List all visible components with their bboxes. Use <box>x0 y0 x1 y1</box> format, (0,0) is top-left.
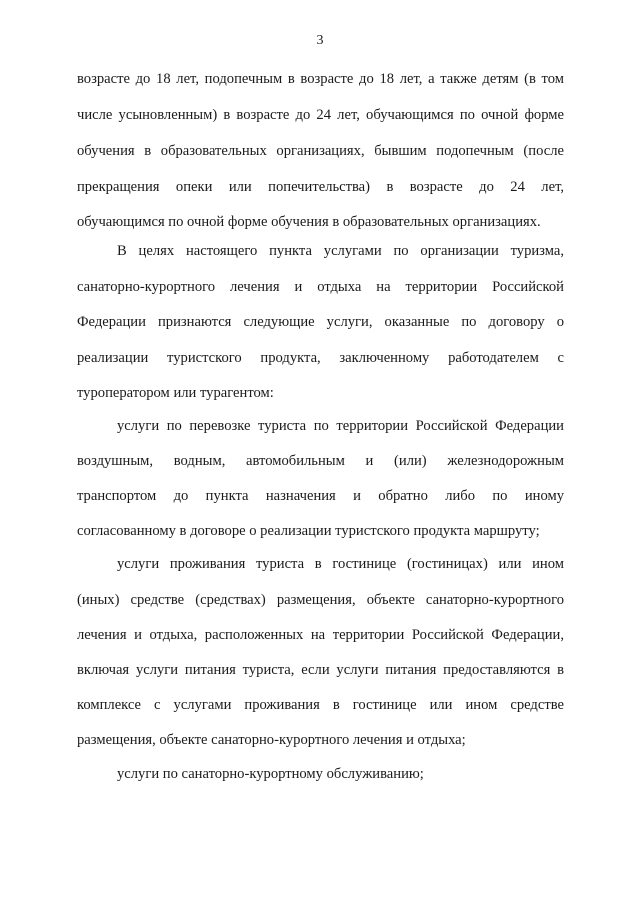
text-line: обучающимся по очной форме обучения в образовательных организациях. <box>77 214 541 230</box>
page-number: 3 <box>316 33 324 48</box>
text-line: размещения, объекте санаторно-курортного лечения и отдыха; <box>77 732 466 748</box>
text-line: обучения в образовательных организациях, бывшим подопечным (после <box>77 143 564 159</box>
text-line: включая услуги питания туриста, если услуги питания предоставляются в <box>77 662 564 678</box>
text-line: возрасте до 18 лет, подопечным в возрасте до 18 лет, а также детям (в том <box>77 71 564 87</box>
text-line: услуги по санаторно-курортному обслуживанию; <box>117 766 424 782</box>
text-line: услуги по перевозке туриста по территории Российской Федерации <box>117 418 564 434</box>
text-line: согласованному в договоре о реализации туристского продукта маршруту; <box>77 523 540 539</box>
text-line: услуги проживания туриста в гостинице (гостиницах) или ином <box>117 556 564 572</box>
text-line: Федерации признаются следующие услуги, оказанные по договору о <box>77 314 564 330</box>
text-line: В целях настоящего пункта услугами по организации туризма, <box>117 243 564 259</box>
text-line: санаторно-курортного лечения и отдыха на территории Российской <box>77 279 564 295</box>
text-line: транспортом до пункта назначения и обратно либо по иному <box>77 488 564 504</box>
text-line: прекращения опеки или попечительства) в возрасте до 24 лет, <box>77 179 564 195</box>
text-line: реализации туристского продукта, заключенному работодателем с <box>77 350 564 366</box>
text-line: воздушным, водным, автомобильным и (или) железнодорожным <box>77 453 564 469</box>
text-line: лечения и отдыха, расположенных на территории Российской Федерации, <box>77 627 564 643</box>
text-line: туроператором или турагентом: <box>77 385 274 401</box>
text-line: (иных) средстве (средствах) размещения, объекте санаторно-курортного <box>77 592 564 608</box>
text-line: комплексе с услугами проживания в гостинице или ином средстве <box>77 697 564 713</box>
text-line: числе усыновленным) в возрасте до 24 лет, обучающимся по очной форме <box>77 107 564 123</box>
